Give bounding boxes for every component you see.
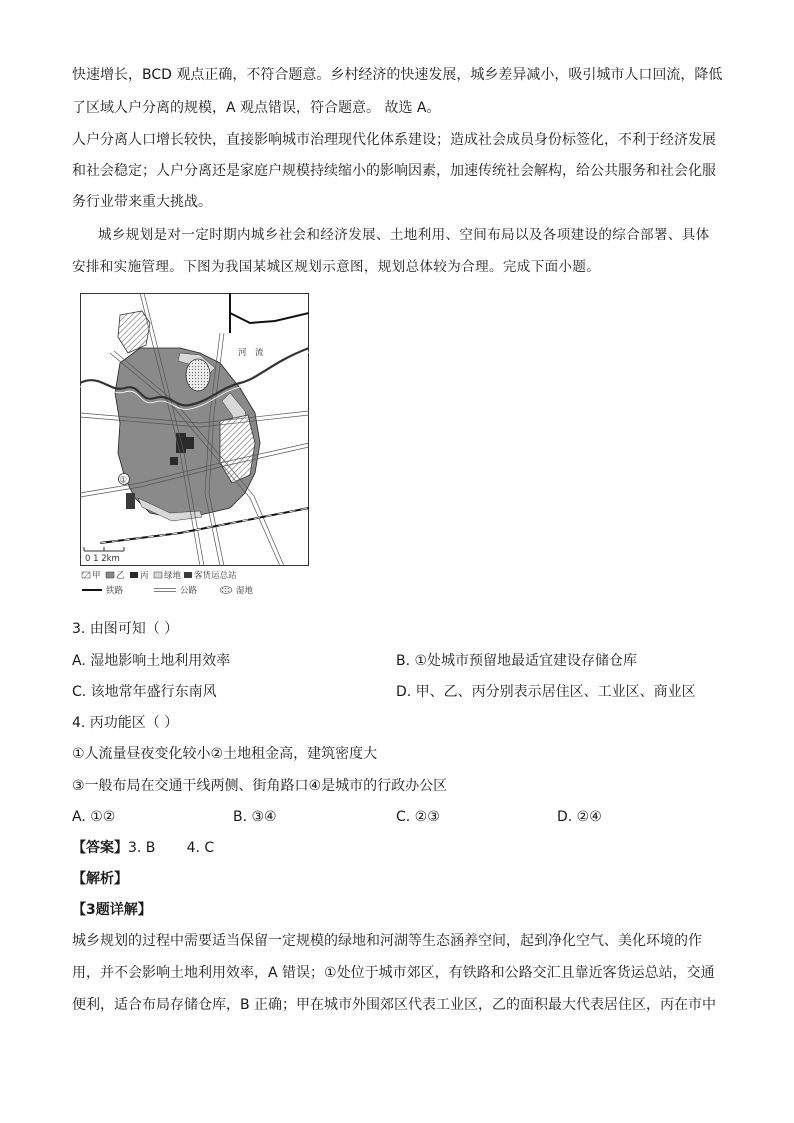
legend-label: 湿地 xyxy=(236,586,254,596)
legend-swatch-jia xyxy=(82,572,90,578)
intro-line: 城乡规划是对一定时期内城乡社会和经济发展、土地利用、空间布局以及各项建设的综合部署、具体 xyxy=(98,227,710,243)
commercial-zone xyxy=(186,437,194,449)
text-line: 和社会稳定；人户分离还是家庭户规模持续缩小的影响因素，加速传统社会解构，给公共服务和社会化服 xyxy=(72,163,716,179)
text-line: 人户分离人口增长较快，直接影响城市治理现代化体系建设；造成社会成员身份标签化，不利于经济发展 xyxy=(72,132,716,148)
q3-option-d: D. 甲、乙、丙分别表示居住区、工业区、商业区 xyxy=(396,684,696,700)
text-line: 城乡规划的过程中需要适当保留一定规模的绿地和河湖等生态涵养空间，起到净化空气、美化环境的作 xyxy=(72,933,702,949)
wetland xyxy=(186,359,210,391)
legend-swatch-station xyxy=(184,572,192,578)
q4-option-a: A. ①② xyxy=(72,809,116,825)
text-line: 便利，适合布局存储仓库，B 正确；甲在城市外围郊区代表工业区，乙的面积最大代表居住区，丙在市中 xyxy=(72,997,717,1013)
analysis-tag: 【解析】 xyxy=(72,871,128,887)
legend-swatch-green xyxy=(154,572,162,578)
legend-label: 公路 xyxy=(180,586,198,596)
q4-statements-line: ①人流量昼夜变化较小②土地租金高，建筑密度大 xyxy=(72,746,378,762)
q4-statements-line: ③一般布局在交通干线两侧、街角路口④是城市的行政办公区 xyxy=(72,778,448,794)
q4-stem: 4. 丙功能区（ ） xyxy=(72,715,179,731)
river-label: 河 流 xyxy=(238,348,264,358)
legend-label: 客货运总站 xyxy=(194,571,237,581)
q4-option-d: D. ②④ xyxy=(557,809,602,825)
text-line: 快速增长，BCD 观点正确，不符合题意。乡村经济的快速发展，城乡差异减小，吸引城市人口回流，降低 xyxy=(72,67,723,83)
q3-option-c: C. 该地常年盛行东南风 xyxy=(72,684,217,700)
commercial-zone xyxy=(170,457,178,465)
legend-label: 甲 xyxy=(92,571,101,581)
text-line: 务行业带来重大挑战。 xyxy=(72,194,212,210)
marker-label: ① xyxy=(119,475,128,486)
intro-line: 安排和实施管理。下图为我国某城区规划示意图，规划总体较为合理。完成下面小题。 xyxy=(72,259,601,275)
q3-option-b: B. ①处城市预留地最适宜建设存储仓库 xyxy=(396,653,638,669)
city-planning-map xyxy=(80,293,309,599)
transport-station xyxy=(126,493,135,509)
answer-line xyxy=(72,838,214,858)
q3-stem: 3. 由图可知（ ） xyxy=(72,621,179,637)
q4-option-c: C. ②③ xyxy=(396,809,440,825)
legend-swatch-wetland xyxy=(220,587,232,594)
answer-tag: 【答案】 xyxy=(72,840,128,856)
legend-label: 绿地 xyxy=(164,571,182,581)
answer-text: 3. B 4. C xyxy=(128,840,215,856)
legend-label: 丙 xyxy=(140,571,149,581)
q3-option-a: A. 湿地影响土地利用效率 xyxy=(72,653,231,669)
legend-swatch-bing xyxy=(130,572,138,578)
text-line: 用，并不会影响土地利用效率，A 错误；①处位于城市郊区，有铁路和公路交汇且靠近客货运总站，交通 xyxy=(72,965,715,981)
legend xyxy=(82,570,254,596)
scale-label: 0 1 2km xyxy=(85,554,120,564)
legend-label: 乙 xyxy=(116,571,125,581)
legend-swatch-yi xyxy=(106,572,114,578)
detail3-tag: 【3题详解】 xyxy=(72,902,152,918)
q4-option-b: B. ③④ xyxy=(233,809,277,825)
legend-label: 铁路 xyxy=(106,586,124,596)
text-line: 了区域人户分离的规模，A 观点错误，符合题意。 故选 A。 xyxy=(72,100,441,116)
